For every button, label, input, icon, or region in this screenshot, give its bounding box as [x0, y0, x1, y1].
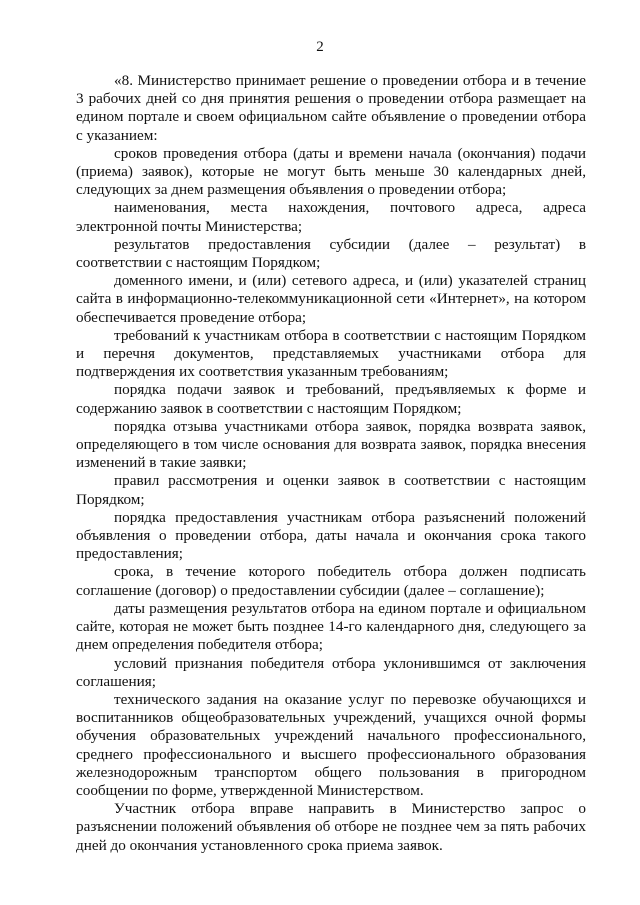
paragraph: требований к участникам отбора в соответствии с настоящим Порядком и перечня документов, представляемых участниками отбора для подтверждения их соответствия указанным требованиям;	[76, 326, 586, 381]
paragraph: Участник отбора вправе направить в Министерство запрос о разъяснении положений объявления об отборе не позднее чем за пять рабочих дней до окончания установленного срока приема заявок.	[76, 800, 586, 854]
paragraph: правил рассмотрения и оценки заявок в соответствии с настоящим Порядком;	[76, 472, 586, 508]
page-number: 2	[316, 39, 324, 55]
paragraph: условий признания победителя отбора уклонившимся от заключения соглашения;	[76, 654, 586, 690]
paragraph: результатов предоставления субсидии (далее – результат) в соответствии с настоящим Порядком;	[76, 235, 586, 272]
paragraph: порядка подачи заявок и требований, предъявляемых к форме и содержанию заявок в соответствии с настоящим Порядком;	[76, 381, 586, 417]
paragraph: наименования, места нахождения, почтового адреса, адреса электронной почты Министерства;	[76, 199, 586, 235]
document-body	[76, 72, 586, 855]
paragraph: технического задания на оказание услуг по перевозке обучающихся и воспитанников общеобразовательных учреждений, учащихся очной формы обучения образовательных учреждений начального профессионального, среднего профессионального и высшего профессионального образования железнодорожным транспортом общего пользования в пригородном сообщении по форме, утвержденной Министерством.	[76, 690, 586, 799]
paragraph: доменного имени, и (или) сетевого адреса, и (или) указателей страниц сайта в информационно-телекоммуникационной сети «Интернет», на котором обеспечивается проведение отбора;	[76, 272, 586, 326]
paragraph: срока, в течение которого победитель отбора должен подписать соглашение (договор) о предоставлении субсидии (далее – соглашение);	[76, 563, 586, 599]
paragraph: даты размещения результатов отбора на едином портале и официальном сайте, которая не может быть позднее 14-го календарного дня, следующего за днем определения победителя отбора;	[76, 599, 586, 654]
paragraph: порядка отзыва участниками отбора заявок, порядка возврата заявок, определяющего в том числе основания для возврата заявок, порядка внесения изменений в такие заявки;	[76, 417, 586, 472]
paragraph: «8. Министерство принимает решение о проведении отбора и в течение 3 рабочих дней со дня принятия решения о проведении отбора размещает на едином портале и своем официальном сайте объявление о проведении отбора с указанием:	[76, 72, 586, 144]
paragraph: сроков проведения отбора (даты и времени начала (окончания) подачи (приема) заявок), которые не могут быть меньше 30 календарных дней, следующих за днем размещения объявления о проведении отбора;	[76, 144, 586, 199]
paragraph: порядка предоставления участникам отбора разъяснений положений объявления о проведении отбора, даты начала и окончания срока такого предоставления;	[76, 508, 586, 563]
